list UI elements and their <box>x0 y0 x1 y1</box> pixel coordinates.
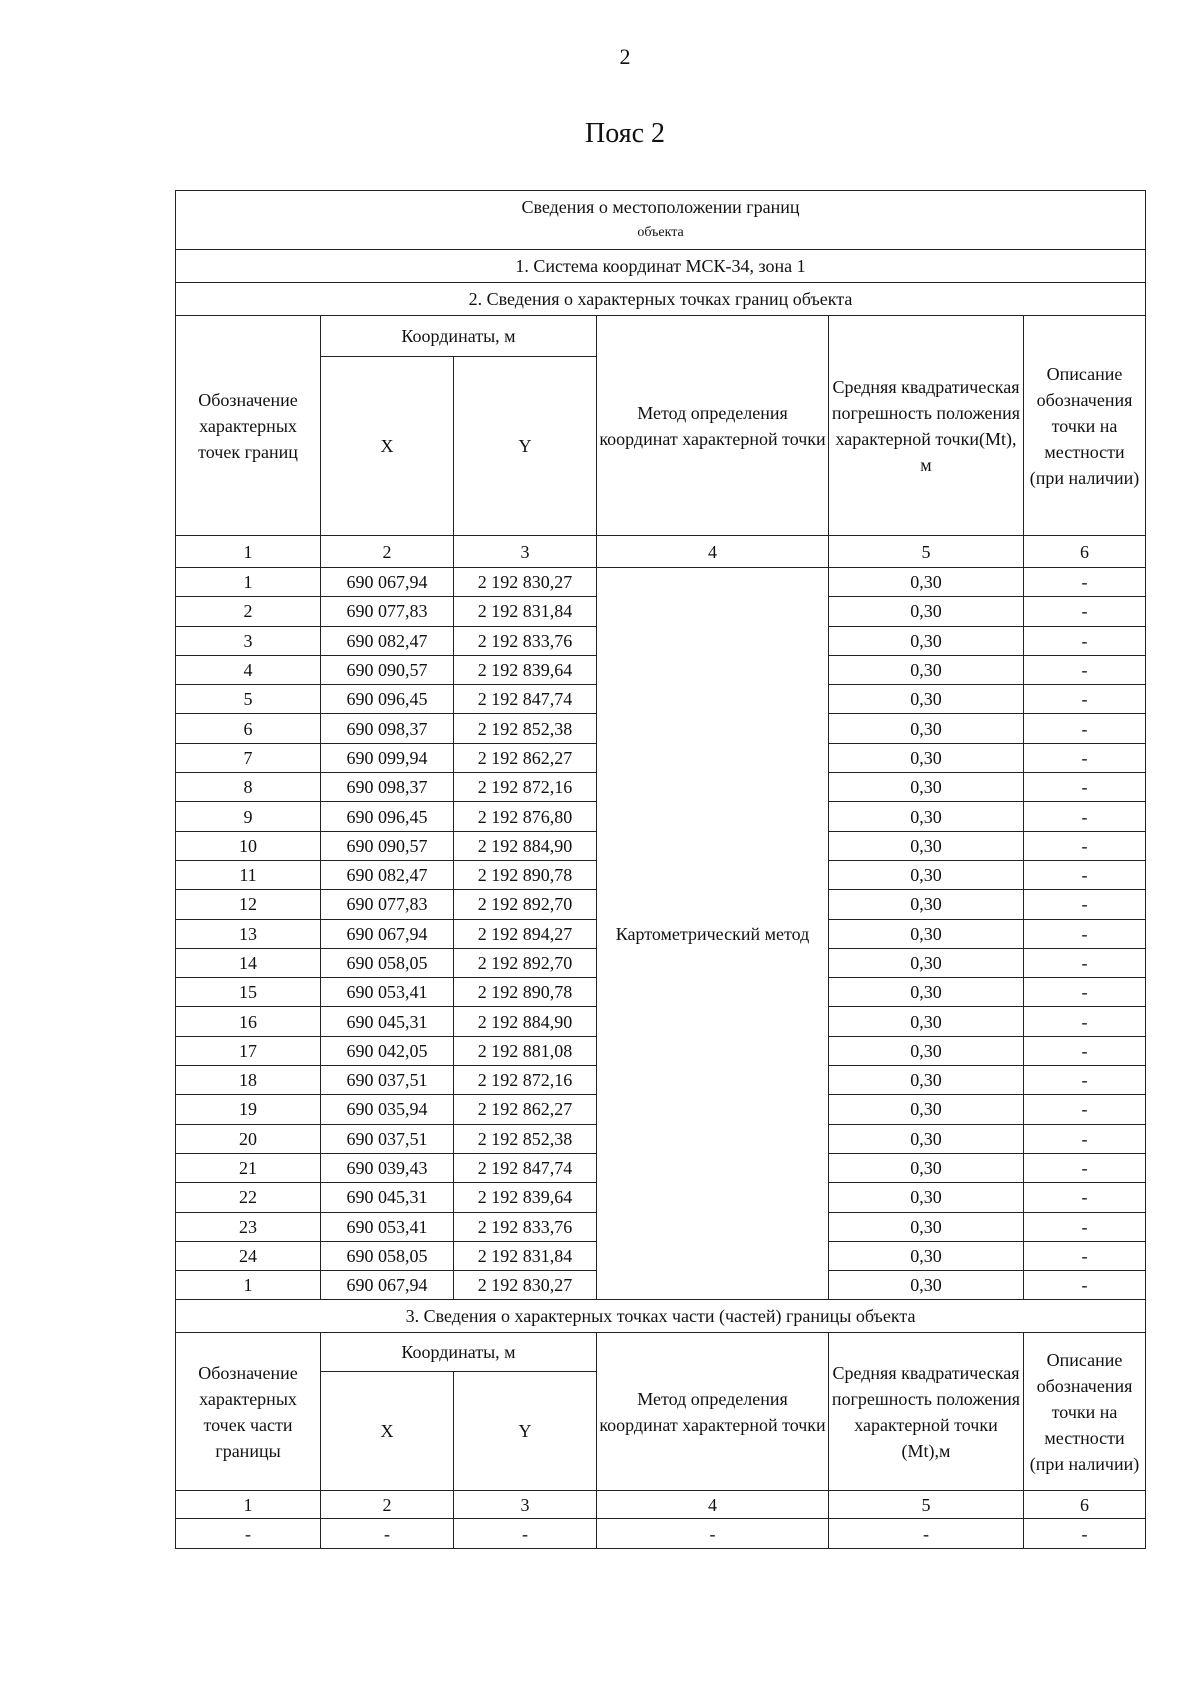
coord-x: 690 035,94 <box>321 1095 454 1124</box>
coord-y: 2 192 881,08 <box>454 1036 597 1065</box>
description-value: - <box>1024 655 1146 684</box>
point-number: 22 <box>176 1183 321 1212</box>
boundary-table <box>175 190 1146 1549</box>
error-value: 0,30 <box>829 1007 1024 1036</box>
description-value: - <box>1024 568 1146 597</box>
coord-y: 2 192 862,27 <box>454 1095 597 1124</box>
coord-y: 2 192 892,70 <box>454 890 597 919</box>
point-number: 20 <box>176 1124 321 1153</box>
error-value: 0,30 <box>829 890 1024 919</box>
description-value: - <box>1024 1007 1146 1036</box>
description-value: - <box>1024 1241 1146 1270</box>
coord-x: 690 082,47 <box>321 860 454 889</box>
col-number-1: 1 <box>176 1491 321 1519</box>
part-y: - <box>454 1519 597 1548</box>
header-coordinates: Координаты, м <box>321 316 597 357</box>
coord-y: 2 192 847,74 <box>454 1153 597 1182</box>
header-x: X <box>321 357 454 536</box>
coord-x: 690 098,37 <box>321 714 454 743</box>
coord-y: 2 192 830,27 <box>454 568 597 597</box>
point-number: 3 <box>176 626 321 655</box>
error-value: 0,30 <box>829 1124 1024 1153</box>
coord-x: 690 098,37 <box>321 773 454 802</box>
header-description: Описание обозначения точки на местности (при наличии) <box>1024 1333 1146 1491</box>
coord-y: 2 192 876,80 <box>454 802 597 831</box>
coord-x: 690 039,43 <box>321 1153 454 1182</box>
page-title: Пояс 2 <box>585 118 665 149</box>
error-value: 0,30 <box>829 1271 1024 1300</box>
col-number-3: 3 <box>454 536 597 568</box>
point-number: 6 <box>176 714 321 743</box>
error-value: 0,30 <box>829 685 1024 714</box>
coord-y: 2 192 872,16 <box>454 773 597 802</box>
point-number: 23 <box>176 1212 321 1241</box>
point-number: 5 <box>176 685 321 714</box>
error-value: 0,30 <box>829 597 1024 626</box>
coord-x: 690 058,05 <box>321 1241 454 1270</box>
section-header-line1: Сведения о местоположении границ <box>521 197 800 217</box>
coord-x: 690 037,51 <box>321 1124 454 1153</box>
part-n: - <box>176 1519 321 1548</box>
error-value: 0,30 <box>829 1212 1024 1241</box>
header-method: Метод определения координат характерной точки <box>597 1333 829 1491</box>
coord-y: 2 192 830,27 <box>454 1271 597 1300</box>
error-value: 0,30 <box>829 655 1024 684</box>
error-value: 0,30 <box>829 714 1024 743</box>
description-value: - <box>1024 978 1146 1007</box>
point-number: 15 <box>176 978 321 1007</box>
error-value: 0,30 <box>829 802 1024 831</box>
coord-x: 690 082,47 <box>321 626 454 655</box>
description-value: - <box>1024 802 1146 831</box>
point-number: 8 <box>176 773 321 802</box>
col-number-6: 6 <box>1024 1491 1146 1519</box>
error-value: 0,30 <box>829 978 1024 1007</box>
section-header-line2: объекта <box>637 225 684 240</box>
col-number-1: 1 <box>176 536 321 568</box>
col-number-3: 3 <box>454 1491 597 1519</box>
coord-y: 2 192 831,84 <box>454 1241 597 1270</box>
coord-x: 690 053,41 <box>321 1212 454 1241</box>
col-number-2: 2 <box>321 1491 454 1519</box>
coord-y: 2 192 890,78 <box>454 978 597 1007</box>
coord-x: 690 077,83 <box>321 890 454 919</box>
error-value: 0,30 <box>829 831 1024 860</box>
col-number-4: 4 <box>597 536 829 568</box>
description-value: - <box>1024 1183 1146 1212</box>
col-number-5: 5 <box>829 1491 1024 1519</box>
coord-y: 2 192 839,64 <box>454 1183 597 1212</box>
header-coordinates: Координаты, м <box>321 1333 597 1372</box>
part-d: - <box>1024 1519 1146 1548</box>
error-value: 0,30 <box>829 1066 1024 1095</box>
error-value: 0,30 <box>829 773 1024 802</box>
coord-system: 1. Система координат МСК-34, зона 1 <box>176 250 1146 283</box>
error-value: 0,30 <box>829 743 1024 772</box>
coord-y: 2 192 894,27 <box>454 919 597 948</box>
point-number: 13 <box>176 919 321 948</box>
part-x: - <box>321 1519 454 1548</box>
coord-x: 690 045,31 <box>321 1183 454 1212</box>
header-designation: Обозначение характерных точек границ <box>176 316 321 536</box>
point-number: 10 <box>176 831 321 860</box>
header-designation: Обозначение характерных точек части границы <box>176 1333 321 1491</box>
description-value: - <box>1024 1095 1146 1124</box>
description-value: - <box>1024 743 1146 772</box>
coord-y: 2 192 852,38 <box>454 1124 597 1153</box>
col-number-4: 4 <box>597 1491 829 1519</box>
coord-y: 2 192 833,76 <box>454 626 597 655</box>
col-number-5: 5 <box>829 536 1024 568</box>
coord-x: 690 067,94 <box>321 919 454 948</box>
coord-y: 2 192 839,64 <box>454 655 597 684</box>
coord-x: 690 090,57 <box>321 655 454 684</box>
coord-x: 690 077,83 <box>321 597 454 626</box>
error-value: 0,30 <box>829 919 1024 948</box>
part-method: - <box>597 1519 829 1548</box>
header-description: Описание обозначения точки на местности (при наличии) <box>1024 316 1146 536</box>
description-value: - <box>1024 1124 1146 1153</box>
description-value: - <box>1024 685 1146 714</box>
error-value: 0,30 <box>829 1241 1024 1270</box>
coord-x: 690 042,05 <box>321 1036 454 1065</box>
coord-x: 690 037,51 <box>321 1066 454 1095</box>
description-value: - <box>1024 1271 1146 1300</box>
col-number-2: 2 <box>321 536 454 568</box>
point-number: 21 <box>176 1153 321 1182</box>
description-value: - <box>1024 597 1146 626</box>
header-x: X <box>321 1372 454 1491</box>
coord-x: 690 096,45 <box>321 685 454 714</box>
coord-x: 690 099,94 <box>321 743 454 772</box>
error-value: 0,30 <box>829 948 1024 977</box>
header-error: Средняя квадратическая погрешность положения характерной точки(Mt), м <box>829 316 1024 536</box>
col-number-6: 6 <box>1024 536 1146 568</box>
coord-y: 2 192 852,38 <box>454 714 597 743</box>
coord-x: 690 053,41 <box>321 978 454 1007</box>
point-number: 7 <box>176 743 321 772</box>
coord-x: 690 067,94 <box>321 568 454 597</box>
point-number: 14 <box>176 948 321 977</box>
error-value: 0,30 <box>829 568 1024 597</box>
point-number: 17 <box>176 1036 321 1065</box>
point-number: 19 <box>176 1095 321 1124</box>
method-value: Картометрический метод <box>597 568 829 1300</box>
point-number: 24 <box>176 1241 321 1270</box>
part-mt: - <box>829 1519 1024 1548</box>
header-y: Y <box>454 357 597 536</box>
description-value: - <box>1024 831 1146 860</box>
table-row <box>176 1519 1146 1548</box>
error-value: 0,30 <box>829 860 1024 889</box>
point-number: 4 <box>176 655 321 684</box>
table-row <box>176 568 1146 597</box>
description-value: - <box>1024 948 1146 977</box>
coord-y: 2 192 847,74 <box>454 685 597 714</box>
coord-y: 2 192 892,70 <box>454 948 597 977</box>
error-value: 0,30 <box>829 626 1024 655</box>
point-number: 16 <box>176 1007 321 1036</box>
error-value: 0,30 <box>829 1153 1024 1182</box>
description-value: - <box>1024 1212 1146 1241</box>
header-y: Y <box>454 1372 597 1491</box>
header-method: Метод определения координат характерной точки <box>597 316 829 536</box>
error-value: 0,30 <box>829 1036 1024 1065</box>
coord-x: 690 058,05 <box>321 948 454 977</box>
header-error: Средняя квадратическая погрешность положения характерной точки (Mt),м <box>829 1333 1024 1491</box>
section3-title: 3. Сведения о характерных точках части (частей) границы объекта <box>176 1300 1146 1333</box>
coord-x: 690 045,31 <box>321 1007 454 1036</box>
coord-y: 2 192 884,90 <box>454 1007 597 1036</box>
coord-y: 2 192 862,27 <box>454 743 597 772</box>
page-number: 2 <box>619 44 631 69</box>
coord-y: 2 192 833,76 <box>454 1212 597 1241</box>
point-number: 1 <box>176 1271 321 1300</box>
error-value: 0,30 <box>829 1095 1024 1124</box>
description-value: - <box>1024 860 1146 889</box>
description-value: - <box>1024 714 1146 743</box>
point-number: 18 <box>176 1066 321 1095</box>
description-value: - <box>1024 1153 1146 1182</box>
point-number: 2 <box>176 597 321 626</box>
coord-y: 2 192 831,84 <box>454 597 597 626</box>
point-number: 1 <box>176 568 321 597</box>
description-value: - <box>1024 919 1146 948</box>
coord-y: 2 192 890,78 <box>454 860 597 889</box>
description-value: - <box>1024 626 1146 655</box>
error-value: 0,30 <box>829 1183 1024 1212</box>
section-header <box>176 191 1146 250</box>
coord-x: 690 067,94 <box>321 1271 454 1300</box>
coord-y: 2 192 872,16 <box>454 1066 597 1095</box>
point-number: 12 <box>176 890 321 919</box>
coord-x: 690 090,57 <box>321 831 454 860</box>
coord-x: 690 096,45 <box>321 802 454 831</box>
description-value: - <box>1024 773 1146 802</box>
description-value: - <box>1024 1036 1146 1065</box>
coord-y: 2 192 884,90 <box>454 831 597 860</box>
section2-title: 2. Сведения о характерных точках границ объекта <box>176 283 1146 316</box>
point-number: 9 <box>176 802 321 831</box>
description-value: - <box>1024 890 1146 919</box>
point-number: 11 <box>176 860 321 889</box>
description-value: - <box>1024 1066 1146 1095</box>
